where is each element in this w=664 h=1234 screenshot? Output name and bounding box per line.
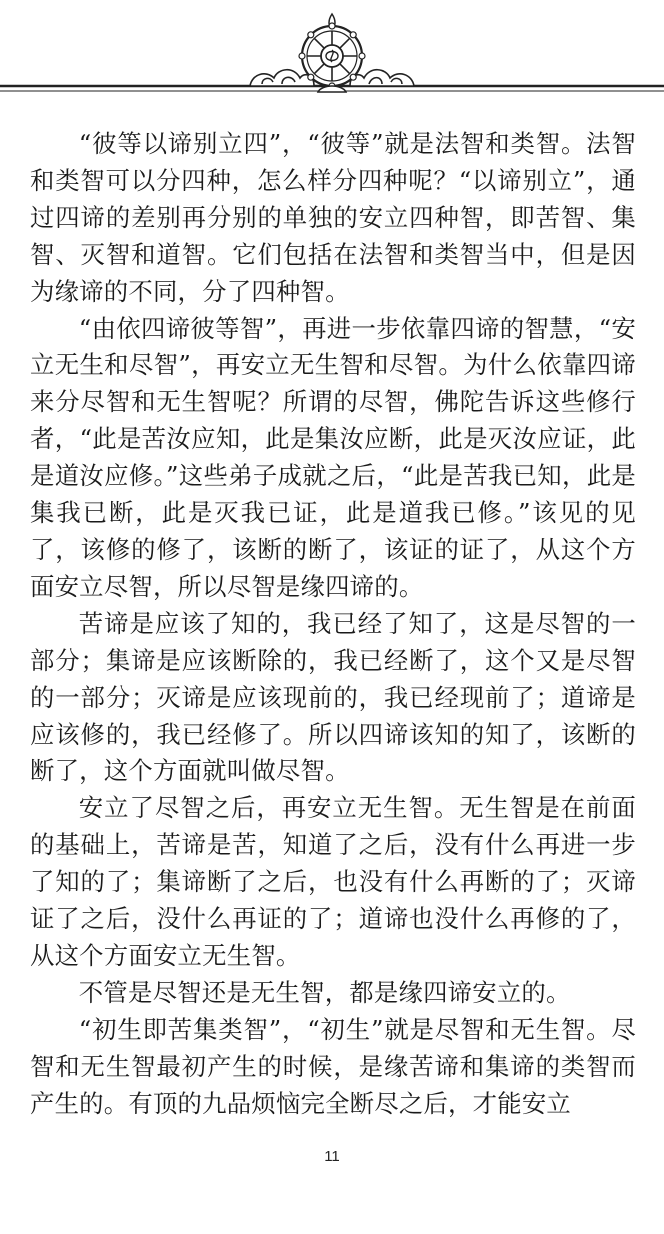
page-header-ornament	[0, 0, 664, 110]
paragraph: “由依四谛彼等智”，再进一步依靠四谛的智慧，“安立无生和尽智”，再安立无生智和尽智。为什么依靠四谛来分尽智和无生智呢？所谓的尽智，佛陀告诉这些修行者，“此是苦汝应知，此是集汝应断，此是灭汝应证，此是道汝应修。”这些弟子成就之后，“此是苦我已知，此是集我已断，此是灭我已证，此是道我已修。”该见的见了，该修的修了，该断的断了，该证的证了，从这个方面安立尽智，所以尽智是缘四谛的。	[30, 313, 636, 601]
dharma-wheel-icon	[0, 0, 664, 110]
paragraph: 不管是尽智还是无生智，都是缘四谛安立的。	[78, 977, 571, 1007]
paragraph: 苦谛是应该了知的，我已经了知了，这是尽智的一部分；集谛是应该断除的，我已经断了，这个又是尽智的一部分；灭谛是应该现前的，我已经现前了；道谛是应该修的，我已经修了。所以四谛该知的知了，该断的断了，这个方面就叫做尽智。	[30, 608, 636, 786]
document-body	[30, 126, 636, 1122]
paragraph: “彼等以谛别立四”，“彼等”就是法智和类智。法智和类智可以分四种，怎么样分四种呢？“以谛别立”，通过四谛的差别再分别的单独的安立四种智，即苦智、集智、灭智和道智。它们包括在法智和类智当中，但是因为缘谛的不同，分了四种智。	[30, 129, 636, 306]
paragraph: “初生即苦集类智”，“初生”就是尽智和无生智。尽智和无生智最初产生的时候，是缘苦谛和集谛的类智而产生的。有顶的九品烦恼完全断尽之后，才能安立	[30, 1014, 636, 1118]
page-number: 11	[324, 1148, 340, 1165]
paragraph: 安立了尽智之后，再安立无生智。无生智是在前面的基础上，苦谛是苦，知道了之后，没有什么再进一步了知的了；集谛断了之后，也没有什么再断的了；灭谛证了之后，没什么再证的了；道谛也没什么再修的了，从这个方面安立无生智。	[30, 793, 636, 970]
